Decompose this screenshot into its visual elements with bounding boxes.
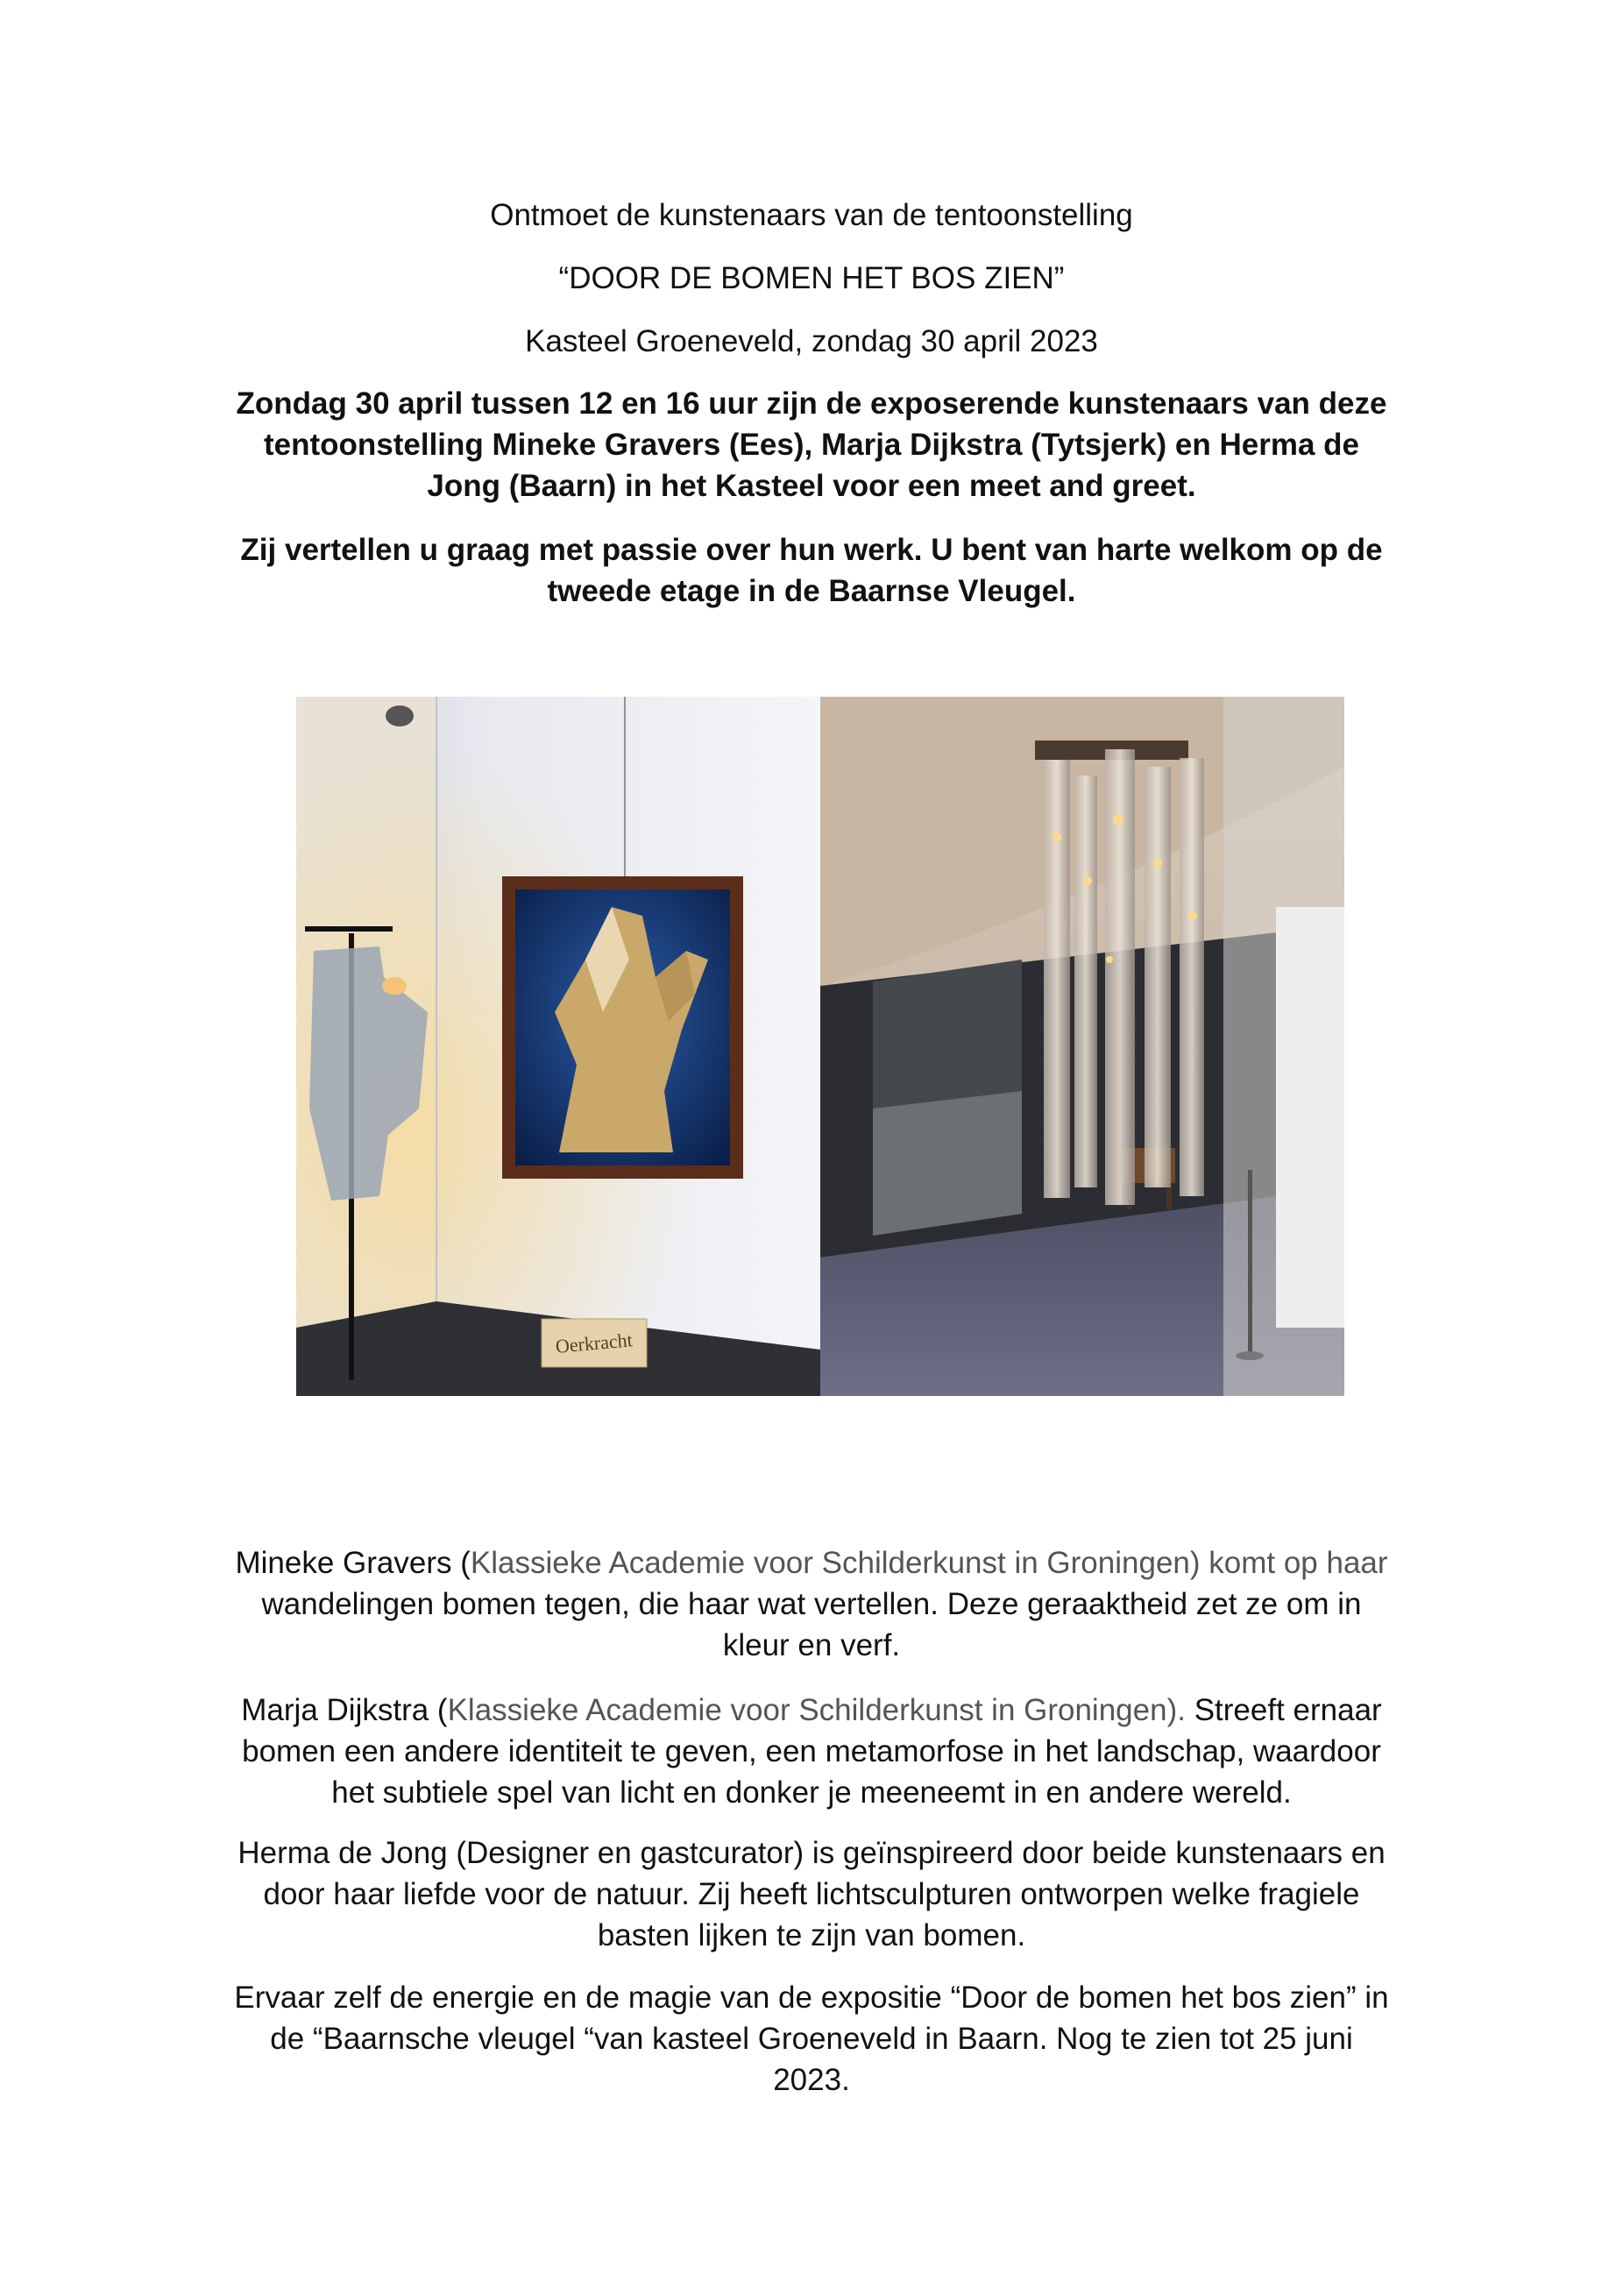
header-location-date: Kasteel Groeneveld, zondag 30 april 2023: [525, 324, 1098, 358]
paragraph-closing: [175, 1977, 1448, 2101]
herma-line-3: basten lijken te zijn van bomen.: [597, 1918, 1026, 1952]
photo-sign-text: Oerkracht: [554, 1329, 634, 1357]
marja-line-2: bomen een andere identiteit te geven, een metamorfose in het landschap, waardoor: [242, 1734, 1381, 1768]
intro-p1-line-2: tentoonstelling Mineke Gravers (Ees), Marja Dijkstra (Tytsjerk) en Herma de: [263, 428, 1360, 462]
marja-school: Klassieke Academie voor Schilderkunst in Groningen).: [447, 1693, 1186, 1727]
mineke-line-1-rest: komt op haar: [1200, 1546, 1388, 1580]
closing-line-1: Ervaar zelf de energie en de magie van de expositie “Door de bomen het bos zien” in: [234, 1981, 1389, 2015]
marja-line-1-rest: Streeft ernaar: [1185, 1693, 1382, 1727]
header-line-1: Ontmoet de kunstenaars van de tentoonstelling: [490, 198, 1133, 232]
mineke-line-3: kleur en verf.: [722, 1628, 901, 1662]
photo-exhibition-image: [820, 697, 1344, 1396]
marja-line-3: het subtiele spel van licht en donker je meeneemt in en andere wereld.: [331, 1775, 1292, 1810]
paragraph-herma-de-jong: [175, 1832, 1448, 1956]
intro-p2-line-2: tweede etage in de Baarnse Vleugel.: [547, 574, 1076, 608]
mineke-line-1: [175, 1542, 1448, 1584]
herma-line-2: door haar liefde voor de natuur. Zij heeft lichtsculpturen ontworpen welke fragiele: [263, 1877, 1360, 1911]
photo-painting-image: [296, 697, 820, 1396]
mineke-line-2: wandelingen bomen tegen, die haar wat vertellen. Deze geraaktheid zet ze om in: [261, 1587, 1362, 1621]
intro-p1-line-1: Zondag 30 april tussen 12 en 16 uur zijn de exposerende kunstenaars van deze: [236, 386, 1387, 421]
closing-line-3: 2023.: [773, 2063, 850, 2097]
intro-paragraph-1: [175, 383, 1448, 507]
photo-exhibition-room: [820, 697, 1344, 1396]
intro-paragraph-2: [175, 529, 1448, 612]
marja-name: Marja Dijkstra (: [241, 1693, 448, 1727]
marja-line-1: [175, 1690, 1448, 1731]
photo-painting-oerkracht: [296, 697, 820, 1396]
paragraph-marja-dijkstra: [175, 1690, 1448, 1813]
mineke-name: Mineke Gravers (: [235, 1546, 471, 1580]
intro-p1-line-3: Jong (Baarn) in het Kasteel voor een meet and greet.: [427, 469, 1196, 503]
intro-p2-line-1: Zij vertellen u graag met passie over hun werk. U bent van harte welkom op de: [240, 533, 1383, 567]
closing-line-2: de “Baarnsche vleugel “van kasteel Groeneveld in Baarn. Nog te zien tot 25 juni: [270, 2022, 1353, 2056]
paragraph-mineke-gravers: [175, 1542, 1448, 1666]
mineke-school: Klassieke Academie voor Schilderkunst in Groningen): [470, 1546, 1201, 1580]
exhibition-title: “DOOR DE BOMEN HET BOS ZIEN”: [558, 261, 1065, 295]
herma-line-1: Herma de Jong (Designer en gastcurator) is geïnspireerd door beide kunstenaars en: [237, 1836, 1386, 1870]
